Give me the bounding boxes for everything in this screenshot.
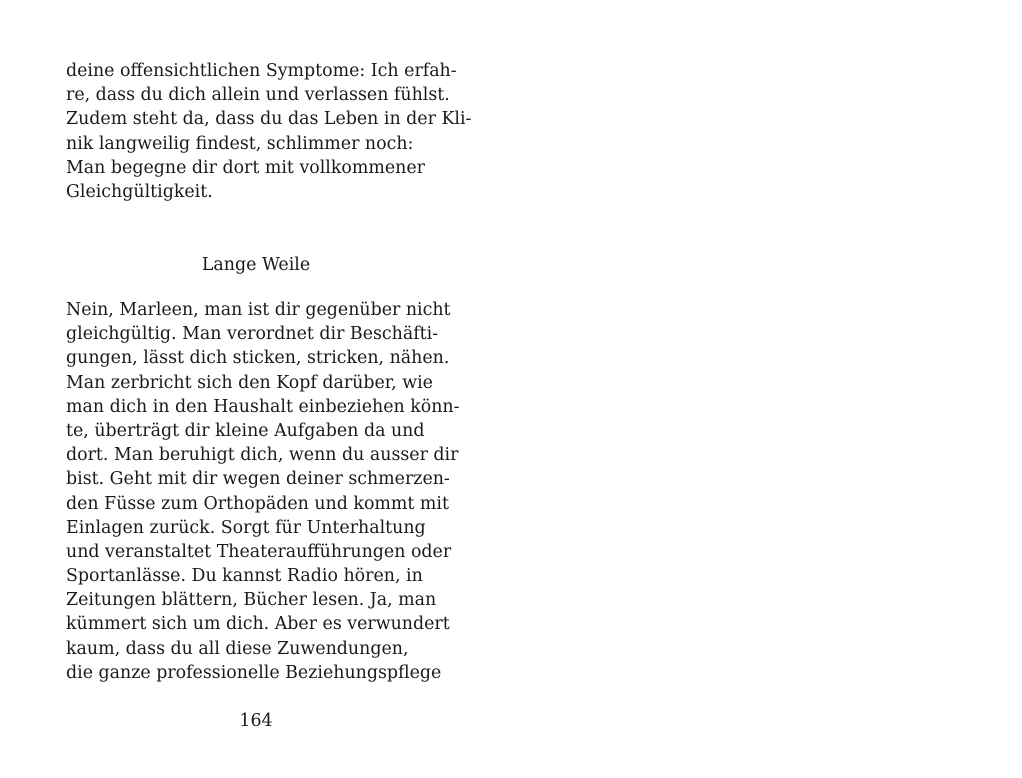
paragraph-intro [66,59,472,204]
text-line: Zudem steht da, dass du das Leben in der Kli- [66,109,472,130]
text-line: Man begegne dir dort mit vollkommener [66,157,425,178]
text-line: den Füsse zum Orthopäden und kommt mit [66,493,449,514]
paragraph-lange-weile [66,298,460,685]
section-heading: Lange Weile [201,255,311,275]
text-line: Nein, Marleen, man ist dir gegenüber nicht [66,300,451,320]
text-line: die ganze professionelle Beziehungspflege [66,662,442,683]
text-line: Einlagen zurück. Sorgt für Unterhaltung [66,517,426,538]
page-number: 164 [239,711,273,731]
text-line: Zeitungen blättern, Bücher lesen. Ja, man [66,590,437,611]
text-line: Sportanlässe. Du kannst Radio hören, in [66,566,423,587]
text-line: te, überträgt dir kleine Aufgaben da und [66,420,425,441]
text-line: Man zerbricht sich den Kopf darüber, wie [66,372,433,393]
text-line: und veranstaltet Theateraufführungen oder [66,541,452,562]
text-line: re, dass du dich allein und verlassen fühlst. [66,85,450,106]
text-line: kaum, dass du all diese Zuwendungen, [66,638,409,659]
text-line: nik langweilig findest, schlimmer noch: [66,133,414,154]
text-line: bist. Geht mit dir wegen deiner schmerzen- [66,469,450,490]
text-line: man dich in den Haushalt einbeziehen könn- [66,396,460,417]
text-line: gleichgültig. Man verordnet dir Beschäfti- [66,324,439,345]
text-line: gungen, lässt dich sticken, stricken, nähen. [66,348,450,369]
text-line: deine offensichtlichen Symptome: Ich erfah- [66,61,457,81]
text-line: Gleichgültigkeit. [66,181,213,202]
text-line: dort. Man beruhigt dich, wenn du ausser dir [66,445,459,466]
text-line: kümmert sich um dich. Aber es verwundert [66,614,450,635]
